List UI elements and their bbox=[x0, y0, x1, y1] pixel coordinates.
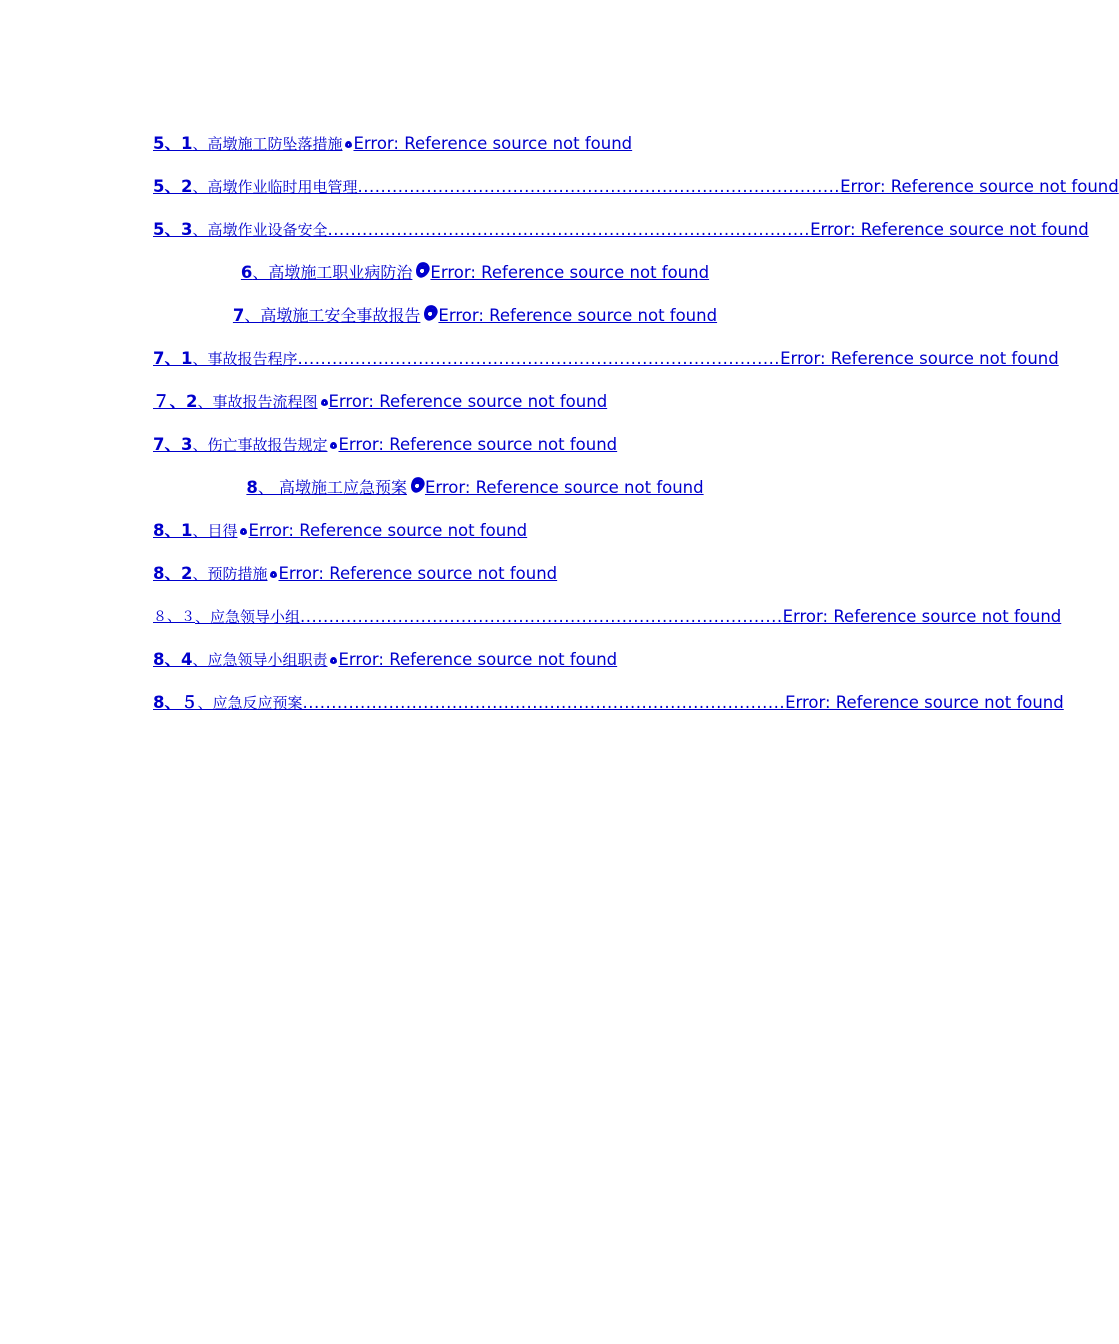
toc-page-ref: Error: Reference source not found bbox=[840, 177, 1119, 196]
toc-number: ８、３ bbox=[153, 609, 195, 625]
toc-number: 6 bbox=[240, 263, 253, 282]
toc-page-ref: Error: Reference source not found bbox=[810, 220, 1089, 239]
tab-marker-icon bbox=[321, 399, 328, 406]
tab-marker-icon bbox=[345, 141, 352, 148]
tab-marker-icon bbox=[270, 571, 277, 578]
toc-number: 5、2 bbox=[153, 177, 193, 196]
toc-page-ref: Error: Reference source not found bbox=[278, 564, 558, 583]
tab-marker-icon bbox=[330, 657, 337, 664]
toc-entry-8-2[interactable] bbox=[153, 563, 557, 585]
toc-title: 、高墩作业设备安全 bbox=[192, 221, 328, 239]
toc-title: 、高墩作业临时用电管理 bbox=[192, 178, 358, 196]
toc-title: 、伤亡事故报告规定 bbox=[192, 436, 328, 454]
toc-number: ７、2 bbox=[153, 392, 198, 411]
toc-leader-dots: .................................................................................... bbox=[327, 220, 811, 239]
toc-page-ref: Error: Reference source not found bbox=[430, 263, 710, 282]
toc-title: 、目得 bbox=[192, 522, 238, 540]
toc-entry-8-1[interactable] bbox=[153, 520, 527, 542]
toc-title: 、应急领导小组 bbox=[195, 608, 301, 626]
toc-leader-dots: .................................................................................... bbox=[300, 607, 783, 626]
toc-entry-7[interactable] bbox=[0, 305, 950, 327]
toc-page-ref: Error: Reference source not found bbox=[338, 650, 618, 669]
toc-entry-8[interactable] bbox=[0, 477, 950, 499]
toc-page-ref: Error: Reference source not found bbox=[338, 435, 618, 454]
toc-entry-7-3[interactable] bbox=[153, 434, 617, 456]
toc-title: 、高墩施工防坠落措施 bbox=[192, 135, 343, 153]
tab-marker-icon bbox=[240, 528, 247, 535]
toc-title: 、应急领导小组职责 bbox=[192, 651, 328, 669]
toc-entry-5-2[interactable] bbox=[153, 176, 1119, 198]
toc-number: 8、1 bbox=[153, 521, 193, 540]
toc-number: 8 bbox=[246, 478, 258, 497]
toc-number: 7 bbox=[232, 306, 245, 325]
toc-title: 、 高墩施工应急预案 bbox=[257, 478, 407, 497]
toc-entry-7-1[interactable] bbox=[153, 348, 1059, 370]
toc-page-ref: Error: Reference source not found bbox=[785, 693, 1064, 712]
toc-number: 8、4 bbox=[153, 650, 193, 669]
toc-entry-5-3[interactable] bbox=[153, 219, 1089, 241]
toc-leader-dots: .................................................................................... bbox=[357, 177, 841, 196]
toc-page-ref: Error: Reference source not found bbox=[782, 607, 1062, 626]
toc-entry-8-5[interactable] bbox=[153, 692, 1064, 714]
toc-page-ref: Error: Reference source not found bbox=[353, 134, 633, 153]
toc-number: 8、５ bbox=[153, 693, 198, 712]
toc-entry-5-1[interactable] bbox=[153, 133, 632, 155]
toc-title: 、应急反应预案 bbox=[197, 694, 303, 712]
toc-entry-8-4[interactable] bbox=[153, 649, 617, 671]
toc-page-ref: Error: Reference source not found bbox=[780, 349, 1059, 368]
toc-number: 8、2 bbox=[153, 564, 193, 583]
toc-number: 5、3 bbox=[153, 220, 193, 239]
tab-marker-icon bbox=[408, 475, 427, 495]
toc-entry-6[interactable] bbox=[0, 262, 950, 284]
tab-marker-icon bbox=[330, 442, 337, 449]
toc-number: 5、1 bbox=[153, 134, 193, 153]
toc-title: 、事故报告程序 bbox=[192, 350, 298, 368]
toc-number: 7、1 bbox=[153, 349, 193, 368]
toc-title: 、预防措施 bbox=[192, 565, 268, 583]
toc-leader-dots: .................................................................................... bbox=[302, 693, 786, 712]
toc-leader-dots: .................................................................................... bbox=[297, 349, 781, 368]
toc-page-ref: Error: Reference source not found bbox=[248, 521, 528, 540]
toc-title: 、事故报告流程图 bbox=[197, 393, 318, 411]
toc-page-ref: Error: Reference source not found bbox=[424, 478, 704, 497]
toc-title: 、高墩施工职业病防治 bbox=[252, 263, 413, 282]
toc-number: 7、3 bbox=[153, 435, 193, 454]
toc-page-ref: Error: Reference source not found bbox=[438, 306, 718, 325]
toc-entry-7-2[interactable] bbox=[153, 391, 607, 413]
toc-entry-8-3[interactable] bbox=[153, 606, 1062, 628]
toc-title: 、高墩施工安全事故报告 bbox=[244, 306, 421, 325]
toc-page-ref: Error: Reference source not found bbox=[328, 392, 608, 411]
